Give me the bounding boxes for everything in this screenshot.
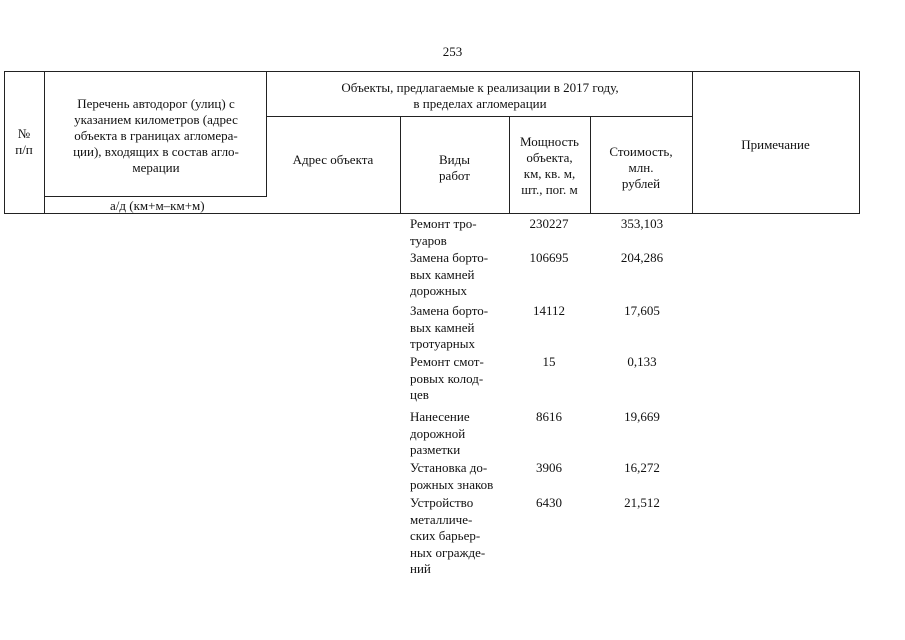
work-type: Ремонт смот- ровых колод- цев: [410, 354, 484, 403]
capacity-value: 3906: [536, 460, 562, 475]
objects-divider: [266, 116, 692, 117]
road-sub-divider: [44, 196, 266, 197]
capacity-value: 106695: [529, 250, 569, 265]
cost-value: 17,605: [624, 303, 660, 318]
header-num: № п/п: [15, 126, 33, 157]
num-col-border: [44, 71, 45, 214]
header-work-types: Виды работ: [439, 152, 470, 183]
capacity-value: 14112: [532, 303, 566, 318]
cost-value: 204,286: [620, 250, 664, 265]
cost-value: 353,103: [620, 216, 664, 231]
cost-value: 19,669: [624, 409, 660, 424]
right-border: [859, 71, 860, 214]
cost-value: 21,512: [624, 495, 660, 510]
work-type: Устройство металличе- ских барьер- ных огражде- ний: [410, 495, 486, 577]
header-top-border: [4, 71, 860, 72]
work-type: Ремонт тро- туаров: [410, 216, 477, 248]
capacity-value: 6430: [536, 495, 562, 510]
header-note: Примечание: [741, 137, 810, 152]
cost-value: 16,272: [624, 460, 660, 475]
roads-col-border: [266, 71, 267, 197]
work-type: Замена борто- вых камней дорожных: [410, 250, 489, 299]
cost-value: 0,133: [627, 354, 657, 369]
work-type: Замена борто- вых камней тротуарных: [410, 303, 489, 352]
header-cost: Стоимость, млн. рублей: [609, 144, 673, 191]
header-capacity: Мощность объекта, км, кв. м, шт., пог. м: [520, 134, 579, 197]
header-roads: Перечень автодорог (улиц) с указанием километров (адрес объекта в границах агломера- ции), входящих в состав агло- мерации: [73, 96, 239, 175]
header-address: Адрес объекта: [292, 152, 374, 167]
header-objects: Объекты, предлагаемые к реализации в 2017 году, в пределах агломерации: [341, 80, 619, 111]
header-road-sub: а/д (км+м–км+м): [110, 198, 205, 213]
capacity-value: 8616: [536, 409, 562, 424]
capacity-value: 230227: [529, 216, 569, 231]
capacity-value: 15: [542, 354, 556, 369]
work-type: Нанесение дорожной разметки: [410, 409, 470, 458]
page-number: 253: [442, 44, 463, 59]
work-type: Установка до- рожных знаков: [410, 460, 494, 492]
